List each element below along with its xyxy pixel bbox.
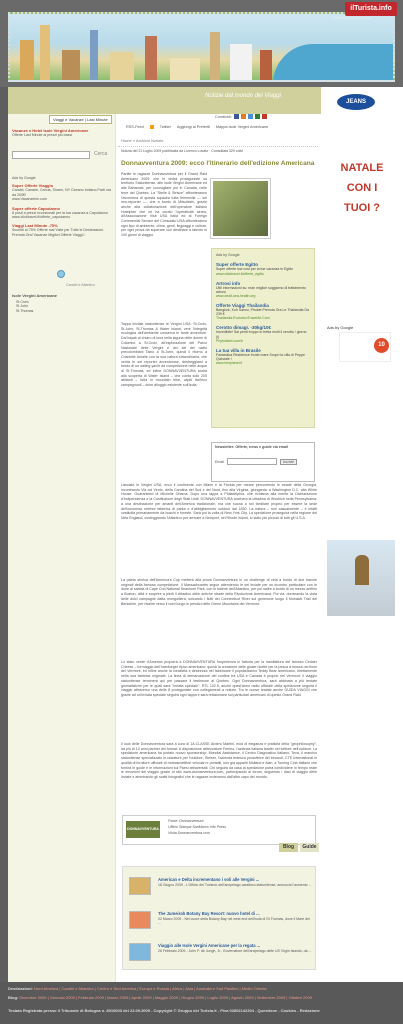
source-box <box>122 815 316 845</box>
share-icons <box>234 114 314 120</box>
article-meta: Notizia del 21 Luglio 2009 pubblicata da Lorenzo Lovato · Consultata 329 volte <box>121 149 244 153</box>
left-tabs[interactable]: Viaggi e Vacanze | Last Minute <box>49 115 112 124</box>
bookmark-icon[interactable] <box>248 114 253 119</box>
ads-label: Ads by Google <box>12 176 36 180</box>
globe-icon[interactable] <box>57 270 65 278</box>
place-item[interactable]: St Croix <box>16 300 29 304</box>
blog-button[interactable]: Blog <box>279 843 298 852</box>
ad-item[interactable] <box>216 281 310 298</box>
related-thumb[interactable] <box>129 911 151 929</box>
digg-icon[interactable] <box>255 114 260 119</box>
ad-title[interactable]: Cerotto dimagr. -30kg/10€ <box>216 325 272 331</box>
ad-title[interactable]: Super offerte Egitto <box>216 262 259 268</box>
right-sidebar <box>321 87 403 982</box>
ad-desc: 8 posti a prezzi eccezionali per la tua vacanza a Capodanno <box>12 210 108 215</box>
footer-destinations: Destinazioni: Nord America | Caraibi e Atlantico | Centro e Sud America | Europa e Russia | Africa | Asia | Australia e Sud Pacifico | Medio Oriente <box>8 986 267 991</box>
ad-title[interactable]: Viaggi Last Minute -75% <box>12 223 58 229</box>
article-title: Donnavventura 2009: ecco l'itinerario dell'edizione Americana <box>121 160 315 167</box>
logo-subtitle: TURISTA.INFO.MAGAZINE <box>333 16 371 20</box>
site-tagline: Notizie dal mondo dei Viaggi <box>205 93 281 99</box>
ad-desc: Fantastica Residence fronte mare Scopri la villa di Peppe Quinzale ! <box>216 352 305 362</box>
subscribe-button[interactable]: Iscriviti <box>280 459 297 465</box>
ad-desc: Super offerte low cost per la tue vacanza in Egitto <box>216 267 293 272</box>
tab-last-minute[interactable]: Last Minute <box>87 117 108 122</box>
jeans-ad[interactable]: JEANS <box>337 94 375 110</box>
twitter-link[interactable]: Twitter <box>159 125 171 129</box>
favorites-link[interactable]: Aggiungi ai Preferiti <box>176 125 210 129</box>
hiker-figure <box>355 555 369 585</box>
guide-button[interactable]: Guide <box>300 843 319 852</box>
article-paragraph: Lo stato verde d'America proporrà a DONNAVVENTURA l'esperienza in fattoria per la manifattura del famoso Cedder Cheese – formaggio dell'hamburger tipico americano; quindi la creazione delle giuste ricette per la pesca a mosca nei fiumi del Vermont, ed infine anche la creatività e destrezza nel fabbricare il popolarissimo Teddy Bear americano, direttamente nella sua fabbrica originale. La linea di demarcazione del confine tra USA e Canada è proprio nel Vermont: il viaggio statunitense terminerà qui per passare il testimone al Quebec. Ogni Donnavventura, sarà abbinata a più testate giornalistiche per le quali sarà "inviata speciale". RTL 102.5, anche quest'anno radio ufficiale della spedizione seguirà il viaggio attraverso una delle 8 protagoniste con collegamenti a notizie. Tra le nuove testate anche GUIDA VIAGGI che grazie ad un'inviata speciale seguirà ogni tappa e sarà relazionarsi sui particolari americani di questo Grand Raid. <box>121 660 317 697</box>
related-desc: 26 Febbraio 2009 - John P. de Jongh, Jr., Governatore dell'arcipelago delle US Virgin Islands, da ... <box>158 949 312 953</box>
related-desc: 02 Marzo 2009 - Nel cuore della Botany Bay nel west end dell'isola di St.Thomas, dove il Mare dei ... <box>158 917 310 926</box>
blog-links[interactable]: Dicembre 2009 | Gennaio 2009 | Febbraio 2009 | Marzo 2009 | Aprile 2009 | Maggio 2009 | Giugno 2009 | Luglio 2009 | Agosto 2009 | Settembre 2009 | Ottobre 2009 <box>19 995 312 1000</box>
ad-url[interactable]: Phytolabel.com/it <box>216 338 243 343</box>
ad-title[interactable]: Super offerte Capodanno <box>12 205 61 211</box>
email-input[interactable] <box>227 458 277 465</box>
left-ad[interactable] <box>12 183 112 201</box>
ad-title[interactable]: Offerte Viaggi Thailandia <box>216 303 269 309</box>
article-paragraph: Partite le ragazze Donnavventura per il Grand Raid Americano 2009, che le vedrà protagoniste su territorio Statunitense, alle Isole Vergini Americane ed alle Bahamas, per convogliare poi in Canada, nelle terre del Quebec. La "Stelle & Strisce" affronteranno l'avventura di questa squadra tutta femminile — sei neo-reporter —, che a bordo di Mitsubishi, grazie anche alla collaborazione dell'operatore italiano Hotelplan che ne ha curato l'operatività aerea, all'Associazione Visit USA Italia ed al Foreign Commercial Service del Consolato USA affronteranno ogni tipo di ambiente, clima, genti, linguaggi e culture, per ogni prova da superare con destinare a talento in 100 giorni di viaggio. <box>121 172 207 238</box>
header-band <box>8 87 321 114</box>
article-photo <box>211 179 270 238</box>
newsletter-box <box>211 442 315 482</box>
header-banner-illustration <box>8 12 395 82</box>
ads-label: Ads by Google <box>327 325 354 330</box>
donnavventura-logo: DONNAVVENTURA <box>126 821 160 838</box>
ad-desc: Caraibi, Canarie, Grecia, Sharm, NY Oceano Indiano.Parti ora da 200€! <box>12 188 112 197</box>
rss-link[interactable]: RSS-Feed <box>126 125 144 129</box>
destination-links[interactable]: Nord America | Caraibi e Atlantico | Centro e Sud America | Europa e Russia | Africa | Asia | Australia e Sud Pacifico | Medio Oriente <box>34 986 267 991</box>
ad-title[interactable]: La tua villa in Brasile <box>216 347 261 353</box>
left-sidebar <box>8 114 116 982</box>
ad-item[interactable] <box>216 348 310 365</box>
related-thumb[interactable] <box>129 943 151 961</box>
rss-icon[interactable] <box>150 125 154 129</box>
site-logo[interactable]: ilTurista.info <box>345 2 397 16</box>
left-ad[interactable] <box>12 223 112 237</box>
source-office: Ufficio Stampa SanMarco Info Press <box>168 825 226 829</box>
ad-title[interactable]: Artrosi info <box>216 280 241 286</box>
related-title[interactable]: The Jumeirah Botany Bay Resort: nuovo hotel di ... <box>158 911 260 916</box>
ads-label: Ads by Google <box>216 253 240 257</box>
map-region-label[interactable]: Caraibi e Atlantico <box>66 283 95 287</box>
article-paragraph: La patria storica dell'America's Cup metterà alla prova Donnavventura in un challenge di vela a bordo di due barche originali della famosa competizione. Il Massachusetts segue attendendo le sei inviate per un incontro particolare con le dune di sabbia di Cape Cod National Seashore Park, con le balene dell'Atlantico, per poi salire a bordo di un mezzo anfibio a Boston, città e scoprire a piedi il cittadino delle antiche strade della Rivoluzione Americana. Poi via, dominando la vista delle dolci campagne datta mongolfiera, solcando i flutti del Connecticut River sul gommone lungo Il Mohawk Trail del Berkshire, per risalire verso il nord lungo le pendici delle Green Mountains del Vermont. <box>121 578 317 606</box>
map-link[interactable]: Mappa Isole Vergini Americane <box>215 125 269 129</box>
related-title[interactable]: American e Delta incrementano i voli alle Vergini ... <box>158 877 260 882</box>
ad-url[interactable]: www.lmnplanet.it <box>216 361 243 366</box>
breadcrumb-archive[interactable]: Archivio Notizie <box>135 138 164 143</box>
place-item[interactable]: St John <box>16 304 29 309</box>
email-icon[interactable] <box>262 114 267 119</box>
place-item[interactable]: St Thomas <box>16 308 34 313</box>
ad-desc: Scontiti al 75% Offerte mai Viste per Tutte le Destinazioni. Prenota Ora! Vacanze Migliori Offerte Viaggi I <box>12 228 104 237</box>
google-ads-box <box>211 248 315 428</box>
ad-desc: Bangkok, Koh Samui, Phuket Prenota Ora Le Thailandia Da 239 € <box>216 308 309 317</box>
ad-desc: Incredibile! Sai perdi troppo in fretta molti il cerotto / giorno (i) <box>216 330 307 339</box>
ad-url[interactable]: Thailandia.EvolutionTravelAir.Com <box>216 316 270 321</box>
breadcrumb-home[interactable]: Home <box>121 138 132 143</box>
article-paragraph: Il look delle Donnavventura sarà a cura di 1A CLASSE Alviero Martini, mod di eleganza e praticità della "geophilosophy", da più di 10 anni partner del format. A disposizione attrezzature Ferrino, l'azienda italiana leader nel settore dell'outdoor. La spedizione americana ha portato nuovo sponsorship: Mondial Assistance, il Centro Diagnostico Italiano, Teva, il marchio statunitense specializzato in calzature per l'outdoor; Steiner, l'azienda tedesca produttrice dei binocoli, CTE International in qualità di fornitore ufficiale di motrasmettitori veicolari e portatili, non già appariti Midland e Alan, a Touring Club Italiano che fornirà le guide e le informazioni sui Paesi attraversati. Chi seguirà da casa la spedizione potrà condividere in tempo reale le emozioni del viaggio grazie al sito www.donnavventura.com, partecipando ai forum, seguendo i diari di viaggio delle inviate e ammirando gli scatti fotografici che le ragazze invieranno dall'altro capo del mondo. <box>121 742 317 779</box>
left-ad[interactable] <box>12 206 112 220</box>
share-label: Condividi: <box>215 115 232 119</box>
related-desc: 18 Giugno 2009 - L'Ufficio del Turismo dell'arcipelago caraibico statunitense, annuncia l'aumento ... <box>158 883 312 887</box>
share-icon[interactable] <box>241 114 246 119</box>
breadcrumb: Home » Archivio Notizie <box>121 138 164 143</box>
facebook-icon[interactable] <box>234 114 239 119</box>
natale-ad[interactable]: NATALE CON I TUOI ? <box>340 162 384 214</box>
source-label: Fonte: Donnavventura <box>168 819 204 823</box>
ad-badge[interactable]: 10 <box>374 338 389 353</box>
related-thumb[interactable] <box>129 877 151 895</box>
related-articles <box>122 866 316 970</box>
search-button[interactable]: Cerca <box>94 151 108 157</box>
email-label: Email <box>215 459 224 464</box>
ad-url[interactable]: www.clicktravel.it/offerte_egitto <box>216 271 264 276</box>
ad-item[interactable] <box>216 262 310 275</box>
ad-desc: Utili informazioni su: man migliori soggiorno di trattamento artrosi <box>216 285 306 294</box>
article-paragraph: Tappa iniziale statunitense le Vergini USA: St.Croix, St.John, St.Thomas & Water Island, vere l'integrità ecologica dell'ambiente conserva le tante avventure. Dal kayak al chiaro di luna nella laguna delle donne di Colombo a St.Croix, all'esplorazione del Parco Nazionale delle Vergini e dei siti dei nativi precolombiani Taino a St.John, quindi il ritorno a Charlotte Amalie con la sua natura straordinaria, che vedrà le sei reporter avventurose, destreggiarsi a bordo di un sailing yacht da competizione nelle acque di St.Thomas, ed infine DONNAVVENTURA andrà alla scoperta di Water Island – che conta solo 200 abitanti – tutta in mountain bike, capiti dall'eco campagnuoli – dove alloggio esistente sull'isola. <box>121 322 207 388</box>
ad-url[interactable]: www.clicktravel.it/offerte_capodanno <box>12 215 71 220</box>
related-title[interactable]: Viaggio alle Isole Vergini Americane per la regata ... <box>158 943 261 948</box>
ad-title[interactable]: Super Offerte Viaggio <box>12 183 54 189</box>
footer-blog: Blog: Dicembre 2009 | Gennaio 2009 | Febbraio 2009 | Marzo 2009 | Aprile 2009 | Maggio 2009 | Giugno 2009 | Luglio 2009 | Agosto 2009 | Settembre 2009 | Ottobre 2009 <box>8 995 312 1000</box>
promo-title[interactable]: Vacanze e Hotel Isole Vergini Americane <box>12 128 89 133</box>
ad-item[interactable] <box>216 303 310 320</box>
search-input[interactable] <box>12 151 90 159</box>
source-visit[interactable]: Visita Donnavventura.com <box>168 831 210 835</box>
newsletter-legend: Newsletter: Offerte, news e guide via email <box>215 445 288 449</box>
section-title: Isole Vergini Americane <box>12 293 57 298</box>
ad-url[interactable]: www.dealt-sea-health.org <box>216 294 256 299</box>
ad-item[interactable] <box>216 325 310 342</box>
article-paragraph: Lasciate le Vergini USA, ecco il continente con Miami e la Florida per mirare percorrendo le strade della Georgia, incontrando Via col Vento, della Carolina del Sud e del Nord, fino alla Virginia, giungendo a Washington D.C. alla White House. Guaranteed di Michelle Obama. Dopo una tappa a Philadelphia, che richiama alla mente la Dichiarazione d'Indipendenza e la Costituzione degli Stati Uniti, DONNAVVENTURA tocchera la cittadina di Woolrich nella Pennsylvania: a una destinazione per amanti dell'America tradizionale, ma che suona a noi familiare proprio per essere la sede dell'omonima celebre fabbrica di parka e d'abbigliamento outdoor dal 1830. La natura – non casualmente – è infatti costituita primariamente da boschi e foreste. Sarà poi la volta di New York City. La spedizione proseguirà nella regione del New England, costeggiando l'Atlantico per arrivare a Newport, nel Rhode Island, lo stato più piccolo di tutti gli U.S.A. <box>121 483 317 520</box>
promo-desc: Offerte Last Minute ai prezzi più bassi <box>12 133 73 137</box>
footer-copyright: Testata Registrata presso il Tribunale di Bologna n. 8010003 del 22.09.2009 - Copyright © Gruppo dei Turista.it - Piva 02802142204 - Questione - Cookies - Redazione <box>8 1008 320 1013</box>
tab-viaggi[interactable]: Viaggi e Vacanze <box>53 117 84 122</box>
ad-url[interactable]: www.Vacanzeinn.com <box>12 197 47 202</box>
